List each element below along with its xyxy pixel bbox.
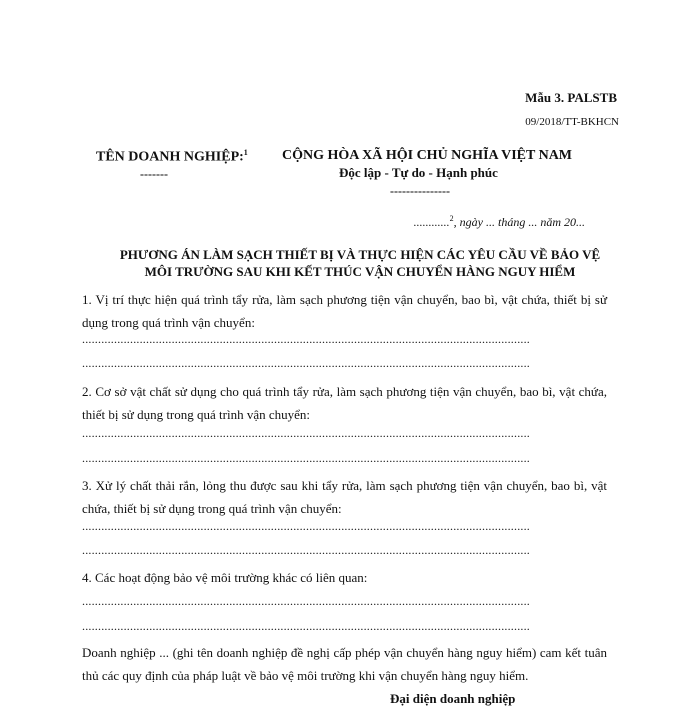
- dotted-line: ............................................................................................................................................: [82, 519, 530, 533]
- section-2-text: 2. Cơ sở vật chất sử dụng cho quá trình tẩy rửa, làm sạch phương tiện vận chuyển, bao bì, vật chứa, thiết bị sử dụng trong quá trình vận chuyển:: [82, 384, 607, 422]
- dotted-line: ............................................................................................................................................: [82, 543, 530, 557]
- nation-heading: CỘNG HÒA XÃ HỘI CHỦ NGHĨA VIỆT NAM: [282, 148, 573, 163]
- dotted-line: ............................................................................................................................................: [82, 426, 530, 440]
- section-1-text: 1. Vị trí thực hiện quá trình tẩy rửa, làm sạch phương tiện vận chuyển, bao bì, vật chứa, thiết bị sử dụng trong quá trình vận chuyển:: [82, 292, 607, 330]
- company-label-text: TÊN DOANH NGHIỆP:: [96, 149, 244, 165]
- motto-underline: ---------------: [390, 184, 450, 198]
- national-motto: Độc lập - Tự do - Hạnh phúc: [339, 165, 498, 180]
- dotted-line: ............................................................................................................................................: [82, 451, 530, 465]
- place-date-line: [0, 214, 585, 230]
- circular-number: 09/2018/TT-BKHCN: [525, 116, 619, 128]
- section-4-text: 4. Các hoạt động bảo vệ môi trường khác có liên quan:: [82, 570, 368, 585]
- place-blank: ............: [413, 215, 450, 229]
- document-title: [90, 246, 630, 280]
- dotted-line: ............................................................................................................................................: [82, 619, 530, 633]
- commitment-statement: Doanh nghiệp ... (ghi tên doanh nghiệp đề nghị cấp phép vận chuyển hàng nguy hiểm) cam kết tuân thủ các quy định của pháp luật về bảo vệ môi trường khi vận chuyển hàng nguy hiểm.: [82, 645, 607, 683]
- footnote-1: 1: [243, 148, 248, 157]
- title-line-2: MÔI TRƯỜNG SAU KHI KẾT THÚC VẬN CHUYỂN HÀNG NGUY HIỂM: [144, 264, 576, 279]
- signature-label: Đại diện doanh nghiệp: [390, 691, 516, 706]
- footnote-2: 2: [449, 214, 454, 223]
- date-text: , ngày ... tháng ... năm 20...: [453, 215, 585, 229]
- dotted-line: ............................................................................................................................................: [82, 594, 530, 608]
- company-underline: -------: [140, 167, 168, 181]
- section-3-text: 3. Xử lý chất thải rắn, lỏng thu được sau khi tẩy rửa, làm sạch phương tiện vận chuyển, bao bì, vật chứa, thiết bị sử dụng trong quá trình vận chuyển:: [82, 478, 607, 516]
- dotted-line: ............................................................................................................................................: [82, 332, 530, 346]
- title-line-1: PHƯƠNG ÁN LÀM SẠCH THIẾT BỊ VÀ THỰC HIỆN CÁC YÊU CẦU VỀ BẢO VỆ: [119, 247, 601, 262]
- dotted-line: ............................................................................................................................................: [82, 356, 530, 370]
- company-name-label: [96, 148, 248, 166]
- form-code: Mẫu 3. PALSTB: [525, 90, 617, 105]
